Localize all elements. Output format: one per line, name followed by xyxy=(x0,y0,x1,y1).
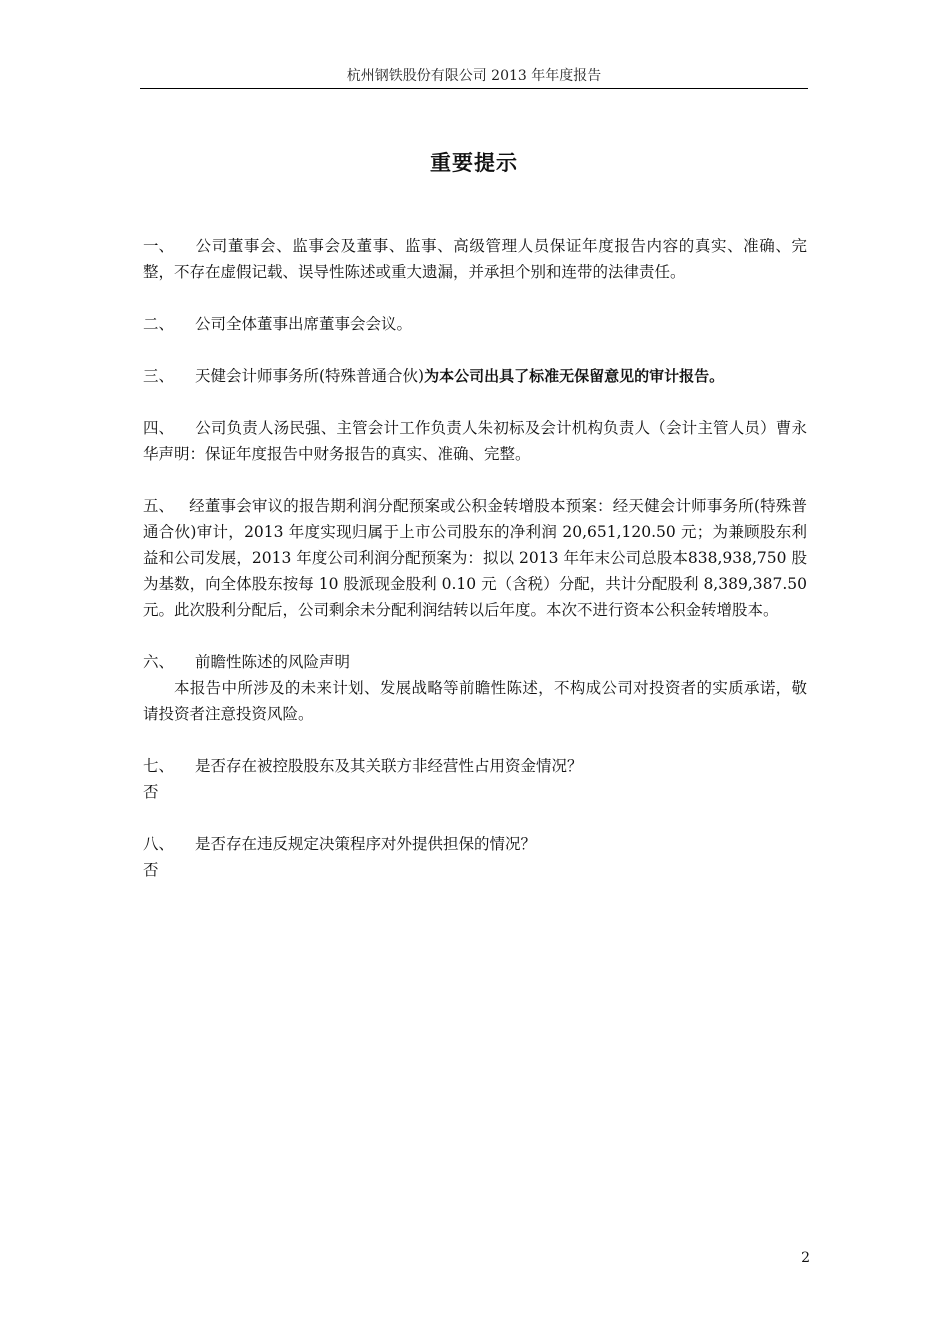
item-number: 八、 xyxy=(143,835,175,853)
item-number: 六、 xyxy=(143,653,175,671)
item-number: 三、 xyxy=(143,367,175,385)
item-heading: 前瞻性陈述的风险声明 xyxy=(195,653,351,671)
item-answer: 否 xyxy=(143,783,159,801)
item-question: 是否存在被控股股东及其关联方非经营性占用资金情况？ xyxy=(195,757,583,775)
item-text-bold: 为本公司出具了标准无保留意见的审计报告。 xyxy=(424,367,725,385)
item-number: 七、 xyxy=(143,757,175,775)
item-text: 公司负责人汤民强、主管会计工作负责人朱初标及会计机构负责人（会计主管人员）曹永华声明：保证年度报告中财务报告的真实、准确、完整。 xyxy=(143,419,807,463)
running-header: 杭州钢铁股份有限公司 2013 年年度报告 xyxy=(346,68,602,84)
notice-item-2 xyxy=(143,311,807,337)
page-number: 2 xyxy=(801,1250,810,1266)
notice-item-5 xyxy=(143,493,807,623)
notice-item-1 xyxy=(143,233,807,285)
notice-item-8 xyxy=(143,831,807,883)
notice-list xyxy=(143,233,807,909)
notice-item-3 xyxy=(143,363,807,389)
item-text: 公司董事会、监事会及董事、监事、高级管理人员保证年度报告内容的真实、准确、完整，不存在虚假记载、误导性陈述或重大遗漏，并承担个别和连带的法律责任。 xyxy=(143,237,807,281)
item-text: 本报告中所涉及的未来计划、发展战略等前瞻性陈述，不构成公司对投资者的实质承诺，敬请投资者注意投资风险。 xyxy=(143,679,807,723)
item-text: 经董事会审议的报告期利润分配预案或公积金转增股本预案：经天健会计师事务所(特殊普通合伙)审计，2013 年度实现归属于上市公司股东的净利润 20,651,120.50 元；为兼顾股东利益和公司发展，2013 年度公司利润分配预案为：拟以 2013 年年末公司总股本838,938,750 股为基数，向全体股东按每 10 股派现金股利 0.10 元（含税）分配，共计分配股利 8,389,387.50 元。此次股利分配后，公司剩余未分配利润结转以后年度。本次不进行资本公积金转增股本。 xyxy=(143,497,807,619)
item-number: 二、 xyxy=(143,315,175,333)
notice-item-7 xyxy=(143,753,807,805)
item-number: 四、 xyxy=(143,419,175,437)
item-text: 公司全体董事出席董事会会议。 xyxy=(195,315,413,333)
header-divider xyxy=(140,88,808,89)
item-number: 一、 xyxy=(143,237,175,255)
item-question: 是否存在违反规定决策程序对外提供担保的情况？ xyxy=(195,835,537,853)
page-title: 重要提示 xyxy=(430,151,518,175)
item-number: 五、 xyxy=(143,497,175,515)
notice-item-4 xyxy=(143,415,807,467)
notice-item-6 xyxy=(143,649,807,727)
item-answer: 否 xyxy=(143,861,159,879)
item-text: 天健会计师事务所(特殊普通合伙) xyxy=(195,367,425,385)
